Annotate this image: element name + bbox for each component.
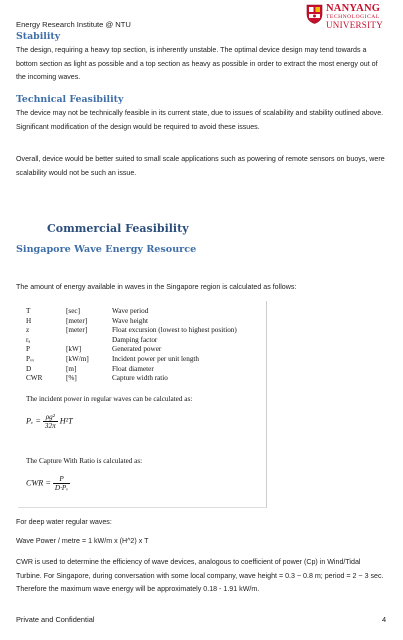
symbol: z (26, 326, 30, 335)
symbol: Pᵥᵥ (26, 355, 35, 363)
logo-line-university: UNIVERSITY (326, 20, 383, 30)
symbol-description: Capture width ratio (112, 374, 168, 383)
symbol: rₐ (26, 335, 31, 344)
symbol-description: Float diameter (112, 364, 154, 373)
symbol-description: Generated power (112, 345, 162, 354)
stability-paragraph: The design, requiring a heavy top section, is inherently unstable. The optimal device design may tend towards a bottom section as light as possible and a top section as heavy as possible in order to extract the most energy out of the incoming waves. (16, 46, 378, 82)
cwr-paragraph: CWR is used to determine the efficiency of wave devices, analogous to coefficient of power (Cp) in Wind/Tidal Turbine. For Singapore, during conversation with some local company, wave height = 0.3 ~ 0.8 m; period = 2 ~ 3 sec. Therefore the maximum wave energy will be approximately 0.18 - 1.91 kW/m. (16, 558, 384, 594)
technical-paragraph: The device may not be technically feasible in its current state, due to issues of scalability and stability outlined above. Significant modification of the design would be required to avoid these issues. (16, 109, 384, 131)
resource-intro: The amount of energy available in waves in the Singapore region is calculated as follows: (16, 283, 297, 291)
wave-power-formula: Wave Power / metre = 1 kW/m x (H^2) x T (16, 537, 149, 545)
commercial-feasibility-heading: Commercial Feasibility (47, 222, 189, 235)
wave-energy-figure (18, 301, 267, 508)
cwr-formula (26, 475, 70, 492)
page-number: 4 (382, 615, 387, 624)
formula1-numerator: ρg² (43, 413, 58, 422)
footer-confidential: Private and Confidential (16, 615, 95, 624)
cwr-caption: The Capture With Ratio is calculated as: (26, 457, 143, 465)
formula2-lhs: CWR = (26, 478, 51, 488)
symbol-description: Incident power per unit length (112, 355, 200, 363)
symbol-unit: [sec] (66, 307, 80, 315)
formula1-lhs: Pᵥ = (26, 416, 41, 426)
header-organization: Energy Research Institute @ NTU (16, 20, 131, 29)
formula1-fraction (43, 413, 58, 430)
incident-power-formula (26, 413, 73, 430)
symbol-unit: [kW] (66, 345, 82, 354)
formula1-denominator: 32π (44, 422, 56, 430)
symbol: H (26, 316, 32, 325)
symbol-description: Wave height (112, 316, 148, 325)
symbol-description: Damping factor (112, 335, 158, 344)
formula1-rhs: H²T (59, 416, 73, 426)
symbol: P (26, 345, 30, 354)
logo-line-nanyang: NANYANG (326, 3, 381, 14)
ntu-logo (306, 2, 398, 30)
wave-energy-resource-heading: Singapore Wave Energy Resource (16, 244, 197, 255)
symbol: T (26, 307, 31, 315)
overall-paragraph: Overall, device would be better suited to small scale applications such as powering of remote sensors on buoys, were scalability would not be such an issue. (16, 155, 385, 177)
symbol-unit: [kW/m] (66, 355, 89, 363)
deep-water-label: For deep water regular waves: (16, 518, 112, 526)
symbol-description: Float excursion (lowest to highest position) (112, 326, 237, 335)
stability-heading: Stability (16, 31, 61, 42)
crest-icon (306, 4, 323, 24)
symbol-unit: [m] (66, 364, 77, 373)
formula2-denominator: D·Pᵥ (54, 484, 69, 492)
formula2-fraction (53, 475, 70, 492)
symbol: CWR (26, 374, 43, 383)
formula2-numerator: P (53, 475, 70, 484)
technical-feasibility-heading: Technical Feasibility (16, 94, 124, 105)
logo-line-technological: TECHNOLOGICAL (326, 14, 380, 20)
symbol-description: Wave period (112, 307, 149, 315)
symbol: D (26, 364, 32, 373)
incident-power-caption: The incident power in regular waves can be calculated as: (26, 395, 193, 403)
symbol-unit: [%] (66, 374, 77, 383)
symbol-unit: [meter] (66, 316, 88, 325)
symbol-unit: [meter] (66, 326, 88, 335)
